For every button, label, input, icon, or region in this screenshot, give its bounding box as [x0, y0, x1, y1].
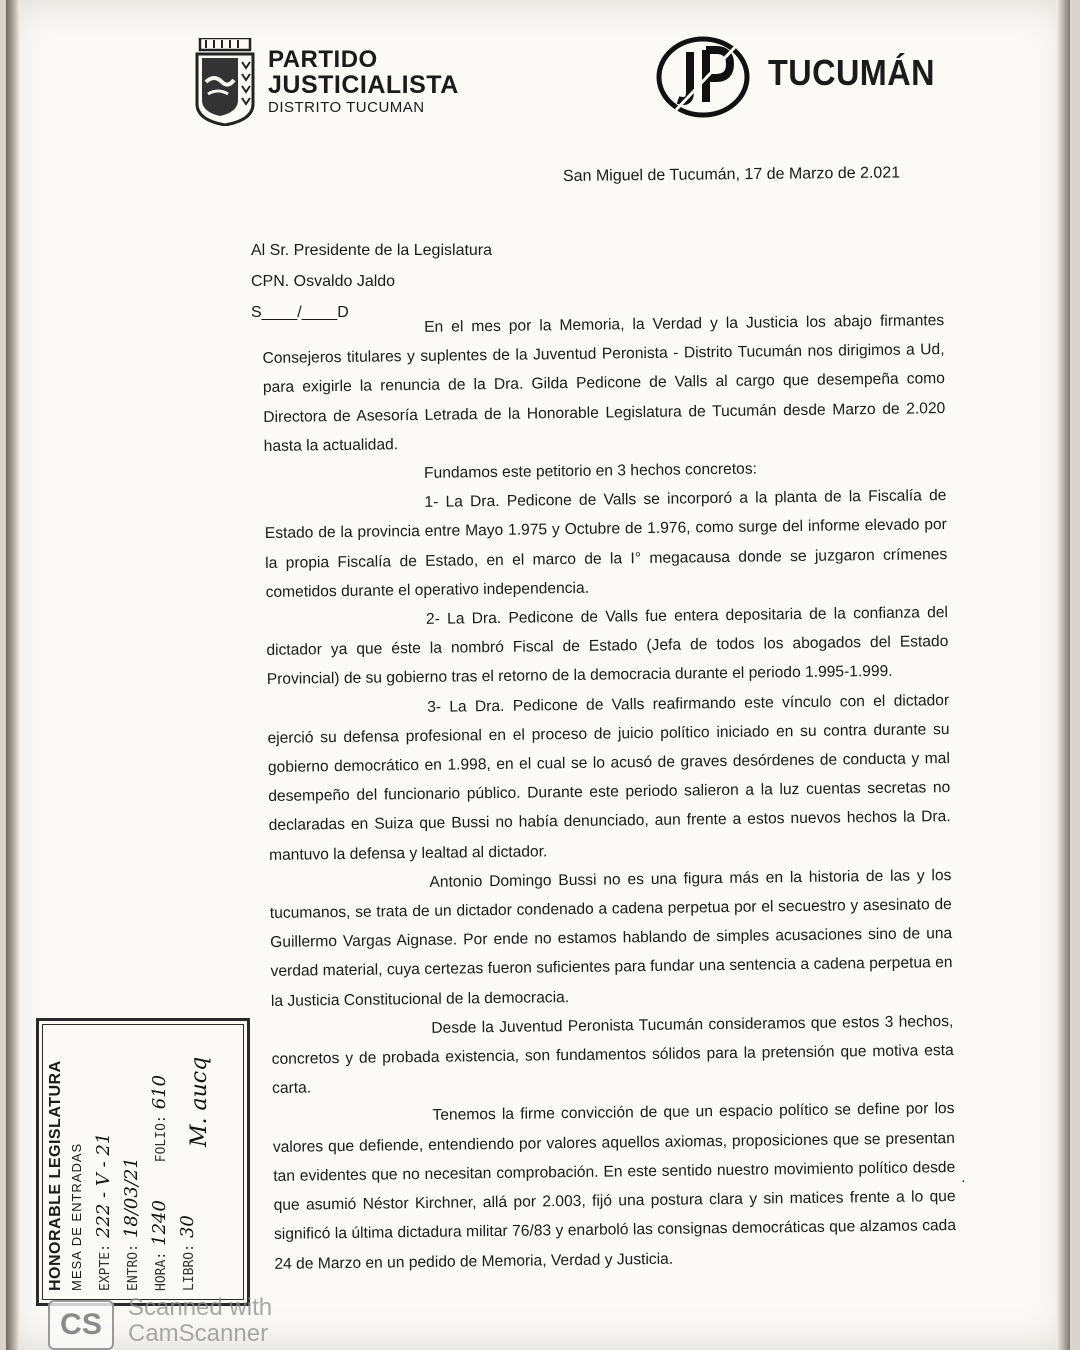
- stray-mark: ·: [961, 1172, 966, 1188]
- body-paragraph: En el mes por la Memoria, la Verdad y la Justicia los abajo firmantes Consejeros titulares y suplentes de la Juventud Peronista - Distrito Tucumán nos dirigimos a Ud, para exigirle la renuncia de la Dra. Gilda Pedicone de Valls al cargo que desempeña como Directora de Asesoría Letrada de la Honorable Legislatura de Tucumán desde Marzo de 2.020 hasta la actualidad.: [262, 312, 946, 455]
- stamp-subtitle: MESA DE ENTRADAS: [69, 1142, 84, 1291]
- stamp-rotated-content: [39, 1021, 247, 1303]
- stamp-title: HONORABLE LEGISLATURA: [47, 1060, 64, 1291]
- jp-tucuman-wordmark: TUCUMÁN: [768, 52, 935, 93]
- letter-date: San Miguel de Tucumán, 17 de Marzo de 2.021: [562, 164, 901, 185]
- legislature-reception-stamp: [36, 1018, 250, 1306]
- partido-justicialista-wordmark: [268, 48, 459, 115]
- body-paragraph: Antonio Domingo Bussi no es una figura más en la historia de las y los tucumanos, se trata de un dictador condenado a cadena perpetua por el secuestro y asesinato de Guillermo Vargas Aignase. Por ende no estamos hablando de simples acusaciones sino de una verdad material, cuya certezas fueron suficientes para fundar una sentencia a cadena perpetua en la Justicia Constitucional de la democracia.: [269, 866, 953, 1010]
- stamp-entro-label: ENTRO:: [126, 1244, 141, 1291]
- stamp-libro-label: LIBRO:: [182, 1244, 197, 1291]
- addressee-line-2: CPN. Osvaldo Jaldo: [251, 273, 396, 290]
- addressee-line-1: Al Sr. Presidente de la Legislatura: [251, 242, 493, 259]
- party-name-line2: JUSTICIALISTA: [268, 71, 459, 99]
- scanned-letter-page: [6, 0, 1070, 1350]
- stamp-entro-value: 18/03/21: [121, 1157, 142, 1239]
- stamp-folio-label: FOLIO:: [154, 1115, 169, 1163]
- stamp-signature-text: M. aucq: [187, 1056, 212, 1147]
- body-paragraph: Fundamos este petitorio en 3 hechos concretos:: [423, 460, 758, 482]
- stamp-signature: [187, 1057, 212, 1153]
- watermark-line-2: CamScanner: [128, 1320, 269, 1347]
- body-paragraph: 1- La Dra. Pedicone de Valls se incorporó a la planta de la Fiscalía de Estado de la provincia entre Mayo 1.975 y Octubre de 1.976, como surge del informe elevado por la propia Fiscalía de Estado, en el marco de la I° megacausa donde se juzgaron crímenes cometidos durante el operativo independencia.: [264, 487, 948, 601]
- body-paragraph: 2- La Dra. Pedicone de Valls fue entera depositaria de la confianza del dictador ya que éste la nombró Fiscal de Estado (Jefa de todos los abogados del Estado Provincial) de su gobierno tras el retorno de la democracia durante el periodo 1.995-1.999.: [266, 604, 949, 689]
- partido-justicialista-shield-logo: [194, 38, 256, 126]
- party-district: DISTRITO TUCUMAN: [268, 99, 425, 116]
- watermark-line-1: Scanned with: [128, 1294, 273, 1321]
- body-paragraph: Tenemos la firme convicción de que un espacio político se define por los valores que defiende, entendiendo por valores aquellos axiomas, proposiciones que se presentan tan evidentes que no necesitan comprobación. En este sentido nuestro movimiento político desde que asumió Néstor Kirchner, allá por 2.003, fijó una postura clara y sin matices frente a lo que significó la última dictadura militar 76/83 y enarboló las consignas democráticas que alzamos cada 24 de Marzo en un pedido de Memoria, Verdad y Justicia.: [272, 1100, 957, 1273]
- body-paragraph: Desde la Juventud Peronista Tucumán consideramos que estos 3 hechos, concretos y de probada existencia, son fundamentos sólidos para la pretensión que motiva esta carta.: [271, 1012, 954, 1098]
- stamp-entro-row: [121, 1157, 142, 1291]
- stamp-hora-row: [149, 1075, 170, 1291]
- camscanner-watermark: [128, 1295, 272, 1347]
- stamp-expte-label: EXPTE:: [98, 1244, 113, 1291]
- stamp-expte-row: [93, 1133, 114, 1291]
- stamp-hora-label: HORA:: [154, 1251, 169, 1291]
- party-name-line1: PARTIDO: [268, 46, 378, 73]
- camscanner-badge-icon: CS: [48, 1300, 114, 1350]
- stamp-hora-value: 1240: [149, 1200, 170, 1246]
- letter-body: [262, 306, 957, 1279]
- page-edge-left: [6, 0, 20, 1350]
- addressee-line-3: S____/____D: [251, 304, 349, 321]
- stamp-folio-value: 610: [149, 1074, 170, 1110]
- body-paragraph: 3- La Dra. Pedicone de Valls reafirmando este vínculo con el dictador ejerció su defensa profesional en el proceso de juicio político iniciado en su contra durante su gobierno democrático en 1.998, en el cual se lo acusó de graves desórdenes de conducta y mal desempeño del funcionario público. Durante este periodo salieron a la luz cuentas secretas no declaradas en Suiza que Bussi no había denunciado, aun frente a estos nuevos hechos la Dra. mantuvo la defensa y lealtad al dictador.: [267, 691, 951, 864]
- stamp-libro-value: 30: [177, 1215, 198, 1239]
- page-edge-right: [1056, 0, 1070, 1350]
- stamp-libro-row: [177, 1215, 198, 1291]
- stamp-expte-value: 222 - V - 21: [93, 1132, 114, 1239]
- jp-circle-logo: [656, 36, 750, 118]
